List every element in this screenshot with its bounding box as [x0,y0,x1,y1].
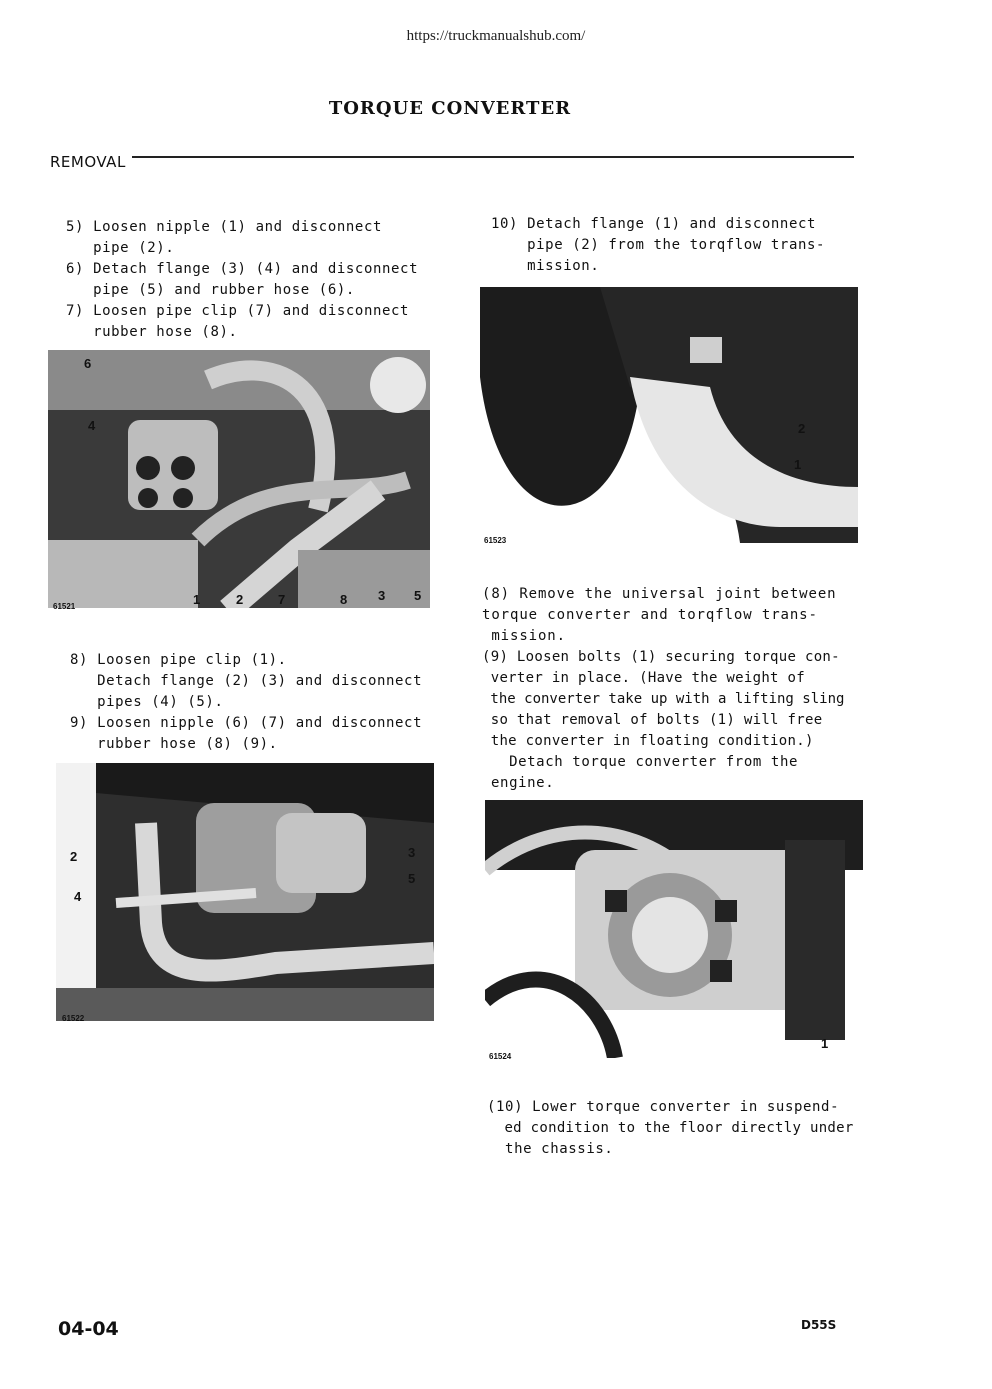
figure-number: 61522 [62,1014,85,1023]
step-line: pipe (5) and rubber hose (6). [66,282,355,298]
source-url[interactable]: https://truckmanualshub.com/ [406,28,586,44]
photo-61521-illustration [48,350,430,608]
callout-label: 1 [821,1036,829,1051]
page-number: 04-04 [58,1318,119,1340]
right-steps-a [491,214,825,277]
step-line: 6) Detach flange (3) (4) and disconnect [66,261,419,277]
right-steps-b [482,584,844,794]
step-line: Detach flange (2) (3) and disconnect [70,673,423,689]
callout-label: 2 [70,849,78,864]
callout-label: 3 [408,845,416,860]
callout-label: 3 [378,588,386,603]
page-title: TORQUE CONVERTER [328,98,572,119]
step-line: 8) Loosen pipe clip (1). [70,652,287,668]
callout-label: 1 [794,457,802,472]
step-line: so that removal of bolts (1) will free [482,712,823,728]
figure-number: 61521 [53,602,76,611]
step-line: the chassis. [487,1141,614,1157]
photo-61522-illustration [56,763,434,1021]
step-line: (9) Loosen bolts (1) securing torque con- [482,649,840,665]
photo-61524 [485,800,863,1058]
step-line: 5) Loosen nipple (1) and disconnect [66,219,383,235]
figure-number: 61523 [484,536,507,545]
callout-label: 5 [414,588,422,603]
model-code: D55S [801,1318,837,1332]
photo-61523-illustration [480,287,858,543]
step-line: mission. [482,628,566,644]
figure-number: 61524 [489,1052,512,1061]
photo-61523 [480,287,858,543]
callout-label: 8 [340,592,348,607]
section-heading: REMOVAL [50,153,126,171]
callout-label: 4 [74,889,82,904]
step-line: (8) Remove the universal joint between [482,586,837,602]
step-line: mission. [491,258,600,274]
callout-label: 7 [278,592,286,607]
step-line: Detach torque converter from the [482,754,799,770]
photo-61524-illustration [485,800,863,1058]
step-line: 9) Loosen nipple (6) (7) and disconnect [70,715,423,731]
callout-label: 1 [193,592,201,607]
callout-label: 2 [236,592,244,607]
step-line: rubber hose (8) (9). [70,736,278,752]
step-line: engine. [482,775,555,791]
section-rule [132,156,854,158]
step-line: 7) Loosen pipe clip (7) and disconnect [66,303,410,319]
photo-61521 [48,350,430,608]
step-line: the converter in floating condition.) [482,733,814,749]
callout-label: 2 [798,421,806,436]
step-line: pipe (2) from the torqflow trans- [491,237,826,253]
callout-label: 4 [88,418,96,433]
left-steps-b [70,650,422,755]
photo-61522 [56,763,434,1021]
step-line: 10) Detach flange (1) and disconnect [491,216,817,232]
callout-label: 6 [84,356,92,371]
step-line: verter in place. (Have the weight of [482,670,805,686]
step-line: (10) Lower torque converter in suspend- [487,1099,840,1115]
left-steps-a [66,217,418,343]
step-line: pipe (2). [66,240,175,256]
step-line: the converter take up with a lifting sling [482,691,845,707]
step-line: ed condition to the floor directly under [487,1120,854,1136]
step-line: torque converter and torqflow trans- [482,607,818,623]
step-line: pipes (4) (5). [70,694,224,710]
step-line: rubber hose (8). [66,324,238,340]
right-steps-c [487,1097,854,1160]
callout-label: 5 [408,871,416,886]
